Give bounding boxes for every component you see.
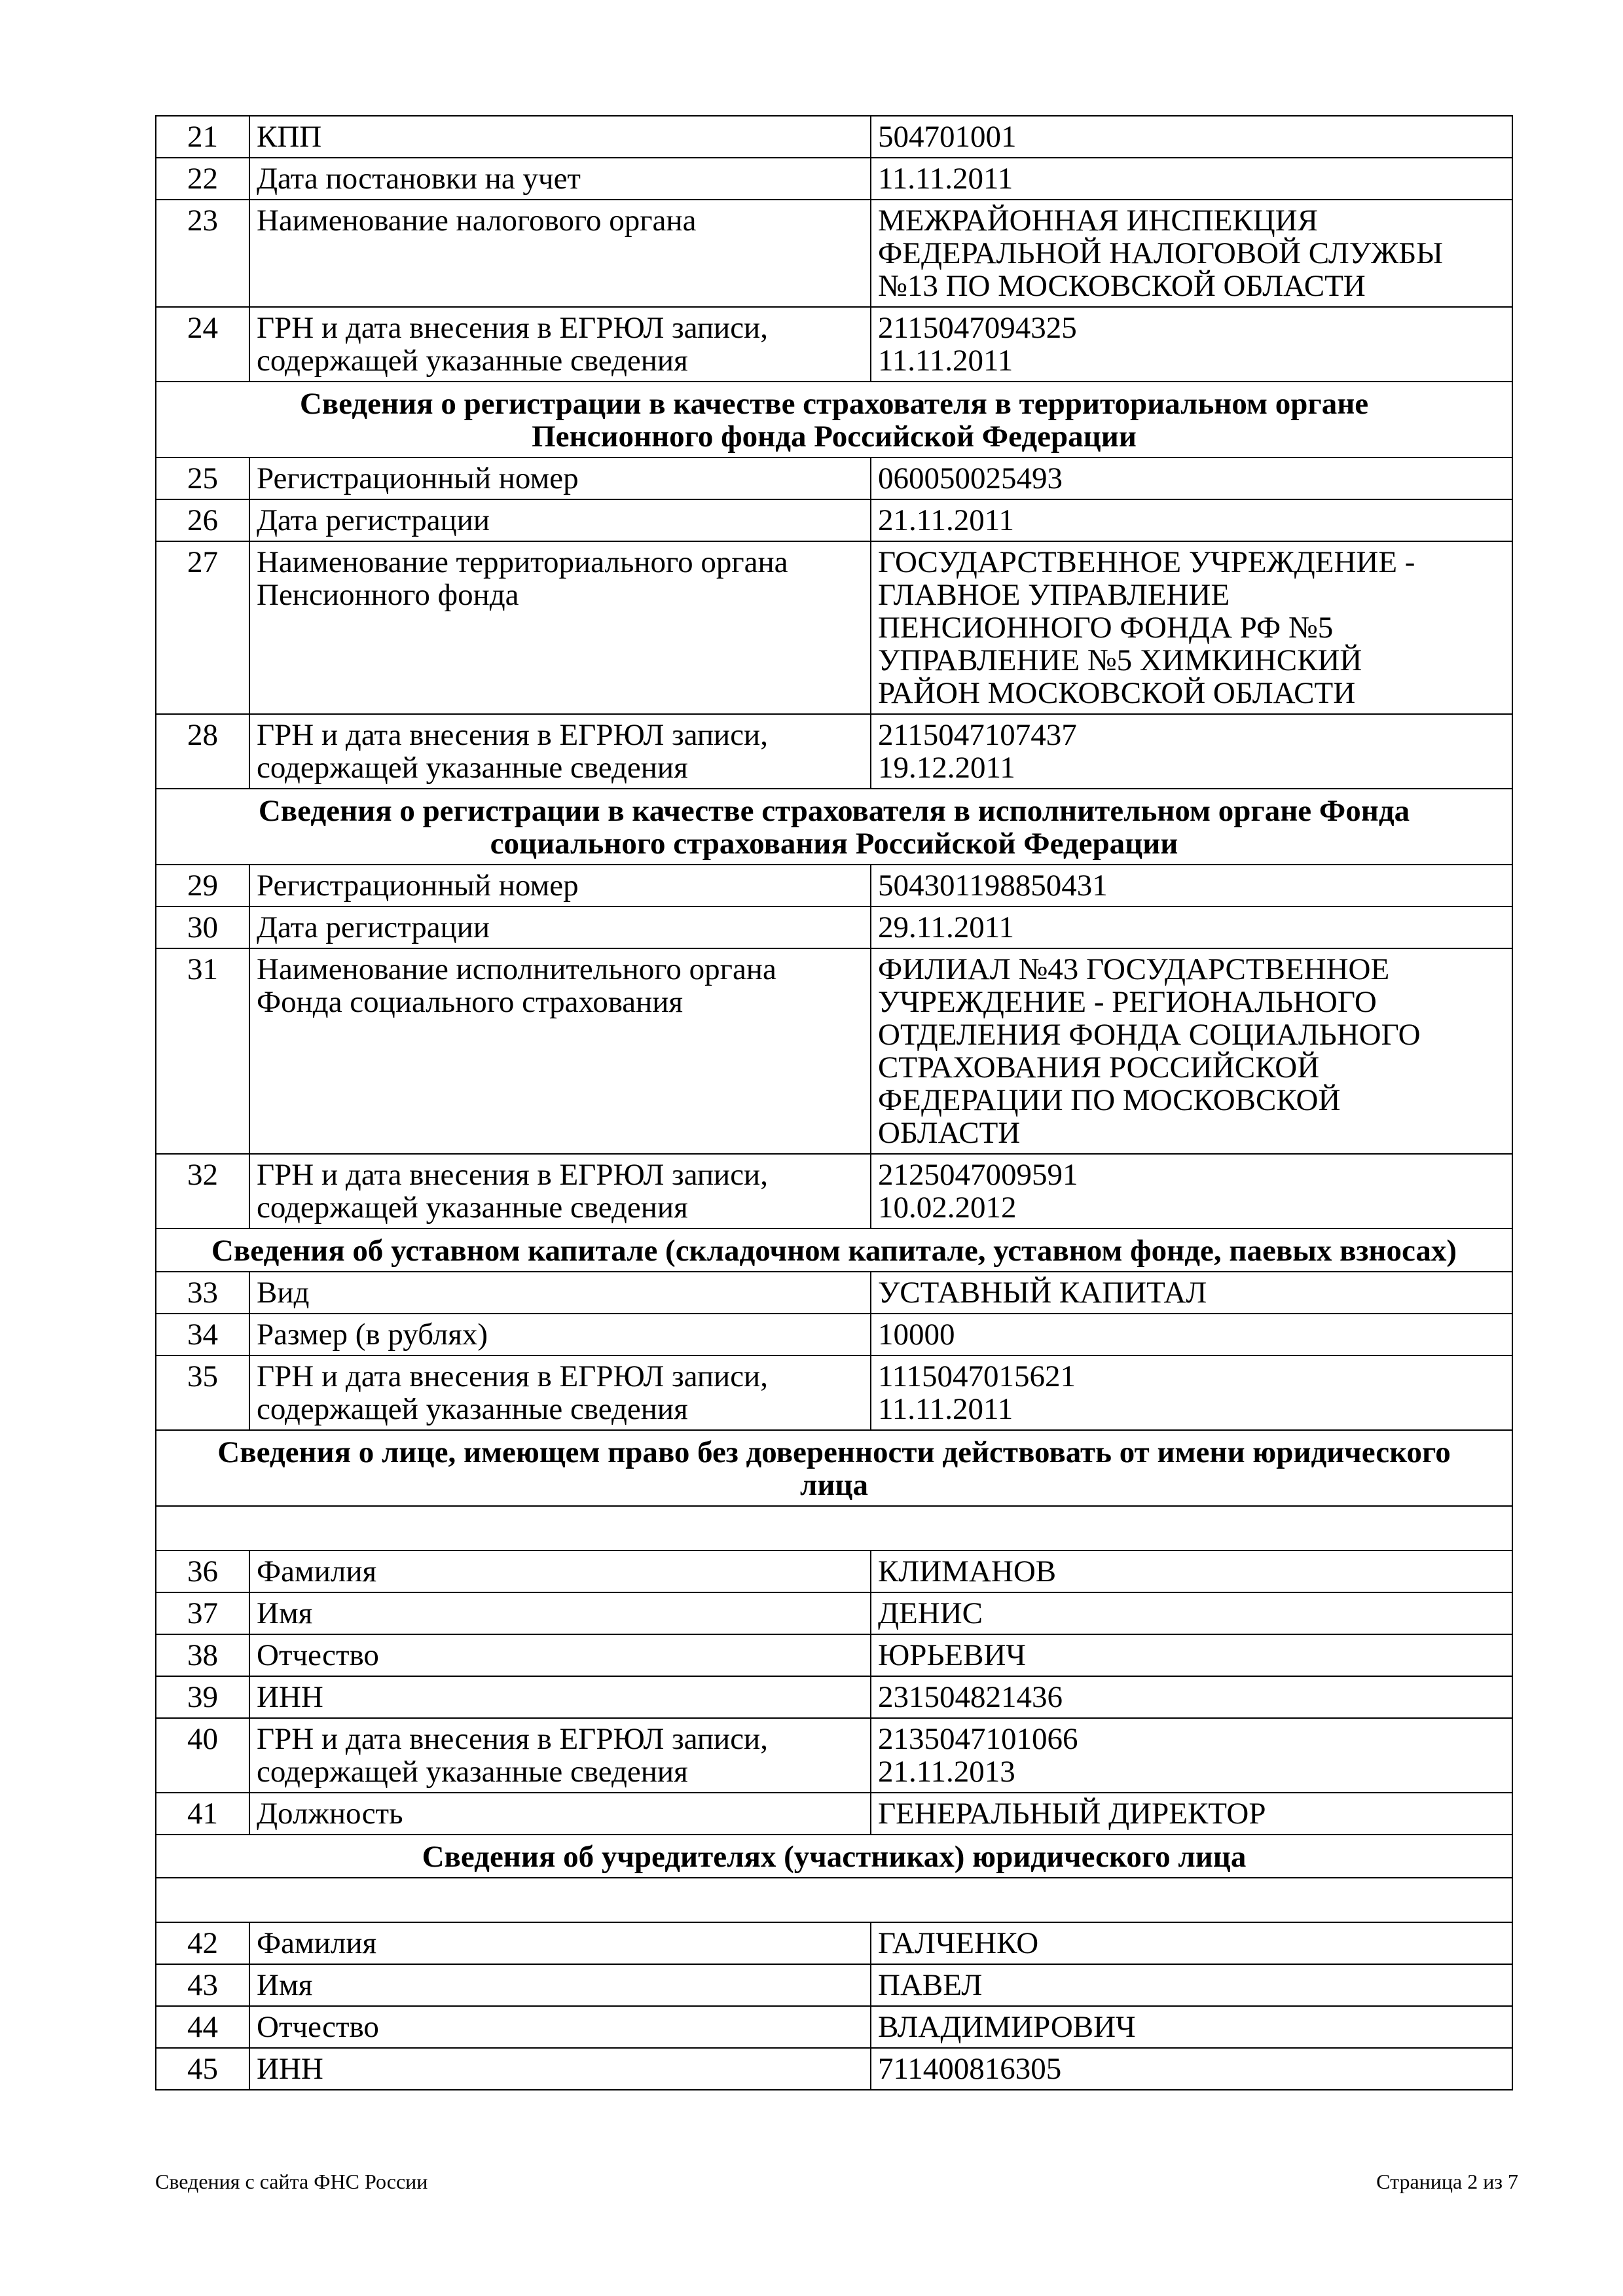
field-value: 504701001	[871, 116, 1512, 158]
field-label: Фамилия	[249, 1922, 871, 1964]
table-row	[156, 1676, 1512, 1718]
field-value: ГЕНЕРАЛЬНЫЙ ДИРЕКТОР	[871, 1793, 1512, 1835]
row-number: 40	[156, 1718, 249, 1793]
field-label: Наименование налогового органа	[249, 200, 871, 307]
row-number: 42	[156, 1922, 249, 1964]
field-label: Размер (в рублях)	[249, 1314, 871, 1355]
section-heading: Сведения о регистрации в качестве страхователя в территориальном органе Пенсионного фонда Российской Федерации	[156, 382, 1512, 457]
table-row	[156, 1154, 1512, 1229]
field-label: Имя	[249, 1964, 871, 2006]
field-label: Должность	[249, 1793, 871, 1835]
table-body	[156, 116, 1512, 2090]
table-row	[156, 1355, 1512, 1430]
table-row	[156, 1922, 1512, 1964]
field-value: ГАЛЧЕНКО	[871, 1922, 1512, 1964]
field-value: ЮРЬЕВИЧ	[871, 1634, 1512, 1676]
row-number: 22	[156, 158, 249, 200]
field-value: 231504821436	[871, 1676, 1512, 1718]
field-value: 060050025493	[871, 457, 1512, 499]
field-label: ГРН и дата внесения в ЕГРЮЛ записи, содержащей указанные сведения	[249, 714, 871, 789]
field-label: ГРН и дата внесения в ЕГРЮЛ записи, содержащей указанные сведения	[249, 1154, 871, 1229]
field-value: ФИЛИАЛ №43 ГОСУДАРСТВЕННОЕ УЧРЕЖДЕНИЕ - РЕГИОНАЛЬНОГО ОТДЕЛЕНИЯ ФОНДА СОЦИАЛЬНОГО СТРАХОВАНИЯ РОССИЙСКОЙ ФЕДЕРАЦИИ ПО МОСКОВСКОЙ ОБЛАСТИ	[871, 948, 1512, 1154]
section-header-row	[156, 1229, 1512, 1272]
table-row	[156, 1964, 1512, 2006]
section-heading: Сведения об учредителях (участниках) юридического лица	[156, 1835, 1512, 1878]
table-row	[156, 865, 1512, 906]
table-row	[156, 541, 1512, 714]
row-number: 37	[156, 1592, 249, 1634]
field-value: 2125047009591 10.02.2012	[871, 1154, 1512, 1229]
field-value: 711400816305	[871, 2048, 1512, 2090]
row-number: 35	[156, 1355, 249, 1430]
field-value: 11.11.2011	[871, 158, 1512, 200]
field-label: Регистрационный номер	[249, 457, 871, 499]
field-value: 10000	[871, 1314, 1512, 1355]
field-label: Наименование исполнительного органа Фонда социального страхования	[249, 948, 871, 1154]
field-value: ДЕНИС	[871, 1592, 1512, 1634]
field-label: КПП	[249, 116, 871, 158]
field-label: Наименование территориального органа Пенсионного фонда	[249, 541, 871, 714]
row-number: 44	[156, 2006, 249, 2048]
row-number: 30	[156, 906, 249, 948]
table-row	[156, 1634, 1512, 1676]
section-header-row	[156, 789, 1512, 865]
row-number: 24	[156, 307, 249, 382]
page-number: Страница 2 из 7	[1376, 2170, 1518, 2193]
section-header-row	[156, 382, 1512, 457]
row-number: 33	[156, 1272, 249, 1314]
field-label: Дата постановки на учет	[249, 158, 871, 200]
table-row	[156, 158, 1512, 200]
row-number: 27	[156, 541, 249, 714]
field-label: ИНН	[249, 1676, 871, 1718]
field-label: Дата регистрации	[249, 906, 871, 948]
field-label: Отчество	[249, 1634, 871, 1676]
field-value: 1115047015621 11.11.2011	[871, 1355, 1512, 1430]
field-value: 2115047107437 19.12.2011	[871, 714, 1512, 789]
field-value: 21.11.2011	[871, 499, 1512, 541]
table-row	[156, 1793, 1512, 1835]
field-label: Дата регистрации	[249, 499, 871, 541]
field-label: Отчество	[249, 2006, 871, 2048]
field-value: 2135047101066 21.11.2013	[871, 1718, 1512, 1793]
row-number: 21	[156, 116, 249, 158]
field-value: ВЛАДИМИРОВИЧ	[871, 2006, 1512, 2048]
field-value: УСТАВНЫЙ КАПИТАЛ	[871, 1272, 1512, 1314]
row-number: 39	[156, 1676, 249, 1718]
section-heading: Сведения о регистрации в качестве страхователя в исполнительном органе Фонда социального страхования Российской Федерации	[156, 789, 1512, 865]
table-row	[156, 2006, 1512, 2048]
empty-cell	[156, 1506, 1512, 1551]
field-value: ГОСУДАРСТВЕННОЕ УЧРЕЖДЕНИЕ - ГЛАВНОЕ УПРАВЛЕНИЕ ПЕНСИОННОГО ФОНДА РФ №5 УПРАВЛЕНИЕ №5 ХИМКИНСКИЙ РАЙОН МОСКОВСКОЙ ОБЛАСТИ	[871, 541, 1512, 714]
section-header-row	[156, 1430, 1512, 1506]
table-row	[156, 1718, 1512, 1793]
field-label: ИНН	[249, 2048, 871, 2090]
field-value: КЛИМАНОВ	[871, 1551, 1512, 1592]
row-number: 28	[156, 714, 249, 789]
field-value: 29.11.2011	[871, 906, 1512, 948]
empty-row	[156, 1506, 1512, 1551]
table-row	[156, 1592, 1512, 1634]
field-label: ГРН и дата внесения в ЕГРЮЛ записи, содержащей указанные сведения	[249, 1718, 871, 1793]
field-label: Фамилия	[249, 1551, 871, 1592]
field-value: МЕЖРАЙОННАЯ ИНСПЕКЦИЯ ФЕДЕРАЛЬНОЙ НАЛОГОВОЙ СЛУЖБЫ №13 ПО МОСКОВСКОЙ ОБЛАСТИ	[871, 200, 1512, 307]
row-number: 45	[156, 2048, 249, 2090]
table-row	[156, 1314, 1512, 1355]
row-number: 38	[156, 1634, 249, 1676]
section-heading: Сведения о лице, имеющем право без доверенности действовать от имени юридического лица	[156, 1430, 1512, 1506]
field-value: ПАВЕЛ	[871, 1964, 1512, 2006]
table-row	[156, 1272, 1512, 1314]
field-value: 504301198850431	[871, 865, 1512, 906]
row-number: 41	[156, 1793, 249, 1835]
table-row	[156, 948, 1512, 1154]
row-number: 26	[156, 499, 249, 541]
table-row	[156, 1551, 1512, 1592]
table-row	[156, 2048, 1512, 2090]
row-number: 23	[156, 200, 249, 307]
row-number: 43	[156, 1964, 249, 2006]
empty-cell	[156, 1878, 1512, 1922]
footer-source: Сведения с сайта ФНС России	[155, 2170, 428, 2193]
table-row	[156, 906, 1512, 948]
section-heading: Сведения об уставном капитале (складочном капитале, уставном фонде, паевых взносах)	[156, 1229, 1512, 1272]
field-value: 2115047094325 11.11.2011	[871, 307, 1512, 382]
row-number: 25	[156, 457, 249, 499]
empty-row	[156, 1878, 1512, 1922]
row-number: 31	[156, 948, 249, 1154]
table-row	[156, 116, 1512, 158]
table-row	[156, 307, 1512, 382]
field-label: Регистрационный номер	[249, 865, 871, 906]
field-label: Имя	[249, 1592, 871, 1634]
row-number: 29	[156, 865, 249, 906]
egrul-details-table	[155, 115, 1513, 2090]
row-number: 36	[156, 1551, 249, 1592]
row-number: 32	[156, 1154, 249, 1229]
table-row	[156, 200, 1512, 307]
table-row	[156, 457, 1512, 499]
table-row	[156, 714, 1512, 789]
field-label: ГРН и дата внесения в ЕГРЮЛ записи, содержащей указанные сведения	[249, 307, 871, 382]
field-label: ГРН и дата внесения в ЕГРЮЛ записи, содержащей указанные сведения	[249, 1355, 871, 1430]
section-header-row	[156, 1835, 1512, 1878]
field-label: Вид	[249, 1272, 871, 1314]
row-number: 34	[156, 1314, 249, 1355]
table-row	[156, 499, 1512, 541]
